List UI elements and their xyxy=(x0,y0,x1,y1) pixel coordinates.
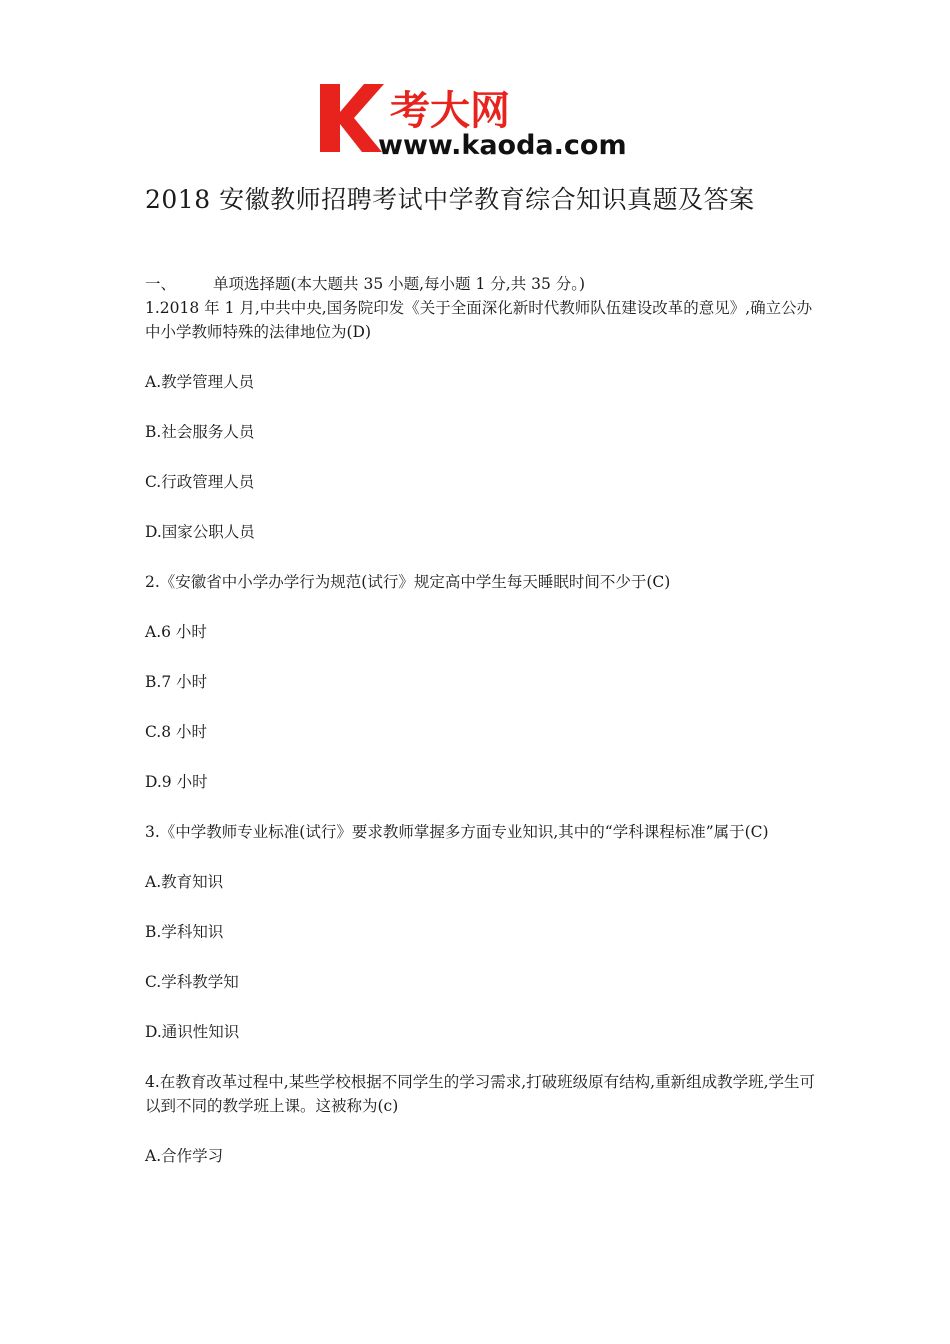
document-title: 2018 安徽教师招聘考试中学教育综合知识真题及答案 xyxy=(145,185,755,214)
kaoda-logo xyxy=(318,80,648,160)
answer-option: C.8 小时 xyxy=(145,723,208,741)
question-text: 1.2018 年 1 月,中共中央,国务院印发《关于全面深化新时代教师队伍建设改革的意见》,确立公办中小学教师特殊的法律地位为(D) xyxy=(145,299,813,341)
answer-option: D.通识性知识 xyxy=(145,1023,240,1041)
logo-url-text: www.kaoda.com xyxy=(378,130,627,160)
section-title: 单项选择题(本大题共 35 小题,每小题 1 分,共 35 分。) xyxy=(213,275,586,293)
answer-option: B.7 小时 xyxy=(145,673,208,691)
answer-option: D.国家公职人员 xyxy=(145,523,255,541)
answer-option: A.教育知识 xyxy=(145,873,224,891)
answer-option: B.学科知识 xyxy=(145,923,224,941)
answer-option: C.学科教学知 xyxy=(145,973,239,991)
kaoda-logo-graphic xyxy=(318,80,648,160)
answer-option: A.教学管理人员 xyxy=(145,373,255,391)
answer-option: A.6 小时 xyxy=(145,623,207,641)
logo-k-mark xyxy=(320,84,384,152)
answer-option: D.9 小时 xyxy=(145,773,208,791)
section-heading xyxy=(145,272,815,296)
question-list xyxy=(145,296,815,1168)
section-number: 一、 xyxy=(145,275,177,293)
answer-option: B.社会服务人员 xyxy=(145,423,255,441)
question-text: 4.在教育改革过程中,某些学校根据不同学生的学习需求,打破班级原有结构,重新组成教学班,学生可以到不同的教学班上课。这被称为(c) xyxy=(145,1073,815,1115)
document-body xyxy=(145,272,815,1168)
answer-option: C.行政管理人员 xyxy=(145,473,255,491)
answer-option: A.合作学习 xyxy=(145,1147,224,1165)
question-text: 2.《安徽省中小学办学行为规范(试行》规定高中学生每天睡眠时间不少于(C) xyxy=(145,573,671,591)
logo-cn-text: 考大网 xyxy=(390,88,510,134)
question-text: 3.《中学教师专业标准(试行》要求教师掌握多方面专业知识,其中的“学科课程标准”属于(C) xyxy=(145,823,769,841)
